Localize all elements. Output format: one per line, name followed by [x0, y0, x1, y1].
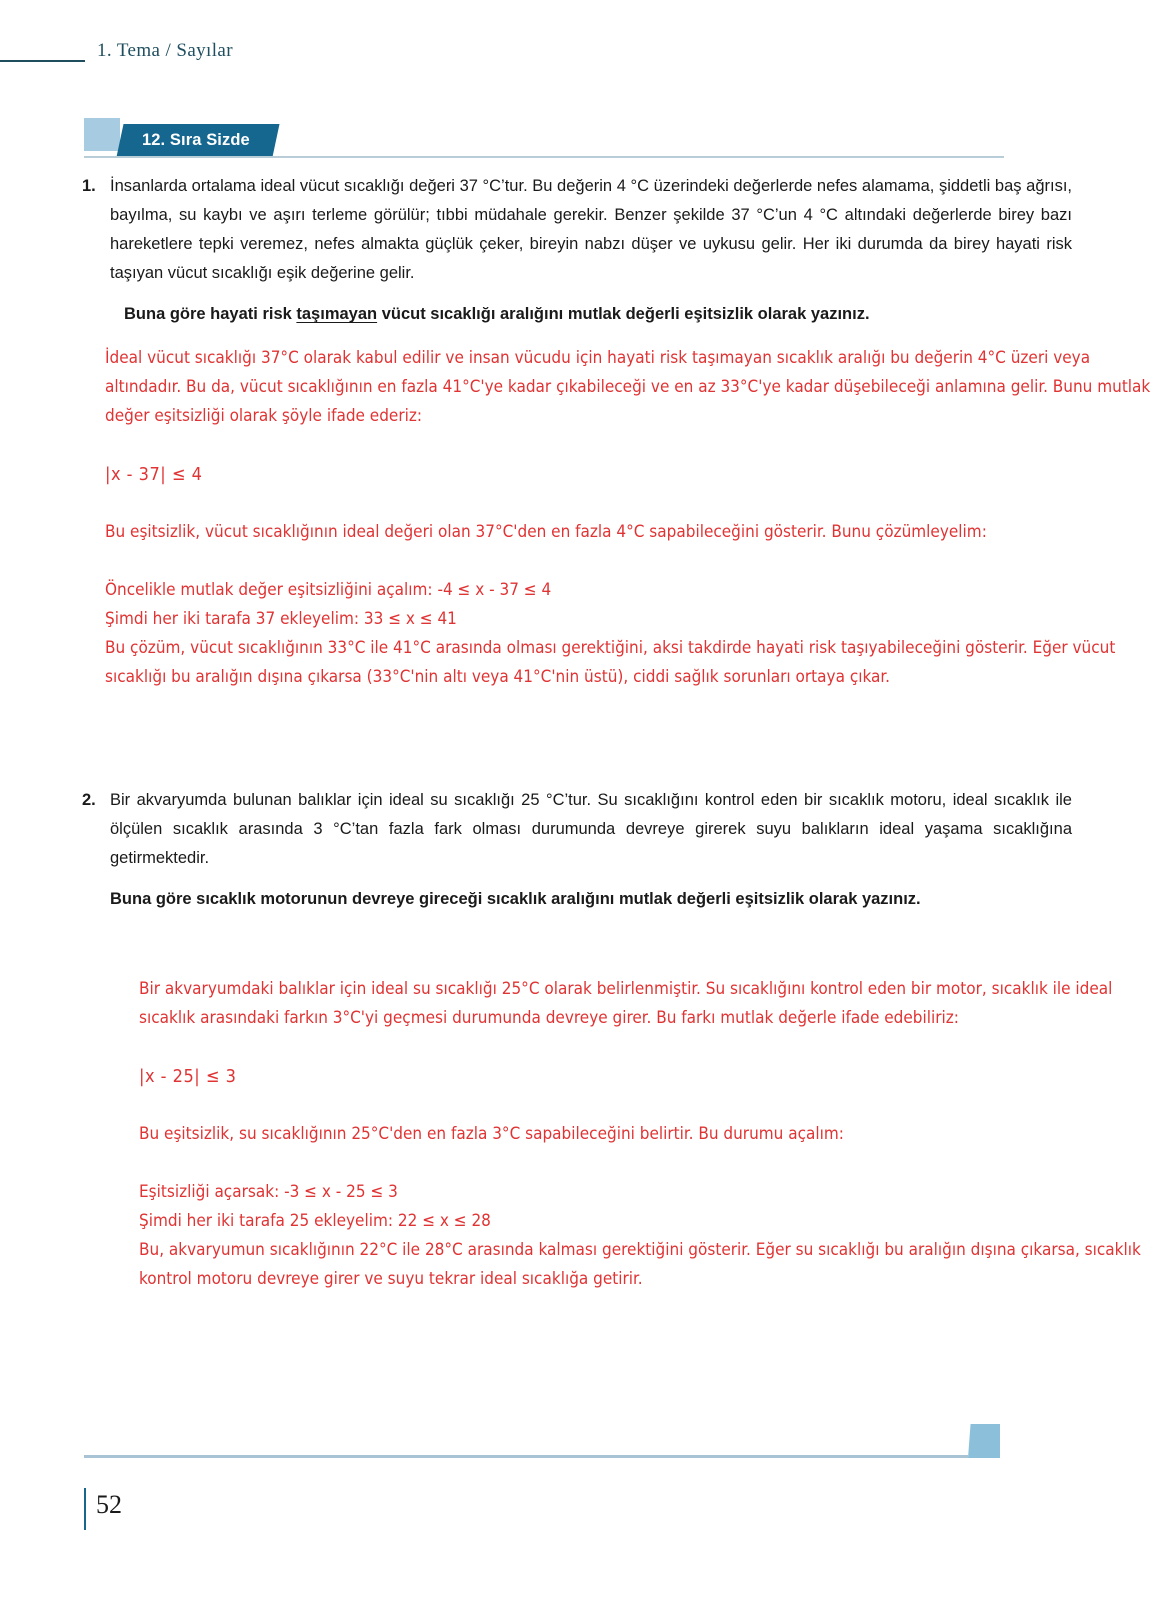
page-running-header [0, 40, 1151, 80]
answer-2-step-2: Şimdi her iki tarafa 25 ekleyelim: 22 ≤ x ≤ 28 [139, 1211, 491, 1231]
answer-1-formula: |x - 37| ≤ 4 [105, 464, 203, 485]
page-number: 52 [96, 1490, 122, 1519]
question-block-1 [82, 172, 1072, 329]
answer-1-step-1: Öncelikle mutlak değer eşitsizliğini açalım: -4 ≤ x - 37 ≤ 4 [105, 580, 552, 600]
answer-1-spacer-2 [105, 489, 1151, 518]
question-1-prompt-after: vücut sıcaklığı aralığını mutlak değerli eşitsizlik olarak yazınız. [377, 305, 870, 323]
question-2-paragraph: Bir akvaryumda bulunan balıklar için ideal su sıcaklığı 25 °C’tur. Su sıcaklığını kontrol eden bir sıcaklık motoru, ideal sıcaklık ile ölçülen sıcaklık arasında 3 °C’tan fazla fark olması durumunda devreye girerek suyu balıkların ideal yaşama sıcaklığına getirmektedir. [110, 791, 1072, 867]
question-1-number: 1. [82, 177, 96, 195]
answer-2-explain: Bu eşitsizlik, su sıcaklığının 25°C'den en fazla 3°C sapabileceğini belirtir. Bu durumu açalım: [139, 1124, 844, 1144]
question-1-prompt [110, 300, 1072, 329]
question-2-number: 2. [82, 791, 96, 809]
running-title: 1. Tema / Sayılar [97, 40, 233, 61]
question-1-paragraph: İnsanlarda ortalama ideal vücut sıcaklığı değeri 37 °C’tur. Bu değerin 4 °C üzerindeki değerlerde nefes alamama, şiddetli baş ağrısı, bayılma, su kaybı ve aşırı terleme görülür; tıbbi müdahale gerekir. Benzer şekilde 37 °C’un 4 °C altındaki değerlerde birey bazı hareketlere tepki veremez, nefes almakta güçlük çeker, bireyin nabzı düşer ve uykusu gelir. Her iki durumda da birey hayati risk taşıyan vücut sıcaklığı eşik değerine gelir. [110, 177, 1072, 282]
answer-2-step-1: Eşitsizliği açarsak: -3 ≤ x - 25 ≤ 3 [139, 1182, 398, 1202]
answer-block-2 [139, 975, 1151, 1294]
answer-1-spacer-3 [105, 547, 1151, 576]
answer-2-intro: Bir akvaryumdaki balıklar için ideal su sıcaklığı 25°C olarak belirlenmiştir. Su sıcaklığını kontrol eden bir motor, sıcaklık ile ideal sıcaklık arasındaki farkın 3°C'yi geçmesi durumunda devreye girer. Bu farkı mutlak değerle ifade edebiliriz: [139, 979, 1113, 1028]
badge-label: 12. Sıra Sizde [142, 131, 250, 149]
answer-block-1 [105, 344, 1151, 692]
question-1-prompt-underlined: taşımayan [296, 305, 378, 323]
answer-2-spacer-1 [139, 1033, 1151, 1062]
answer-1-step-2: Şimdi her iki tarafa 37 ekleyelim: 33 ≤ x ≤ 41 [105, 609, 457, 629]
badge-tag [116, 124, 279, 157]
footer-rule [84, 1455, 968, 1458]
page-number-bar [84, 1488, 86, 1530]
answer-2-conclusion: Bu, akvaryumun sıcaklığının 22°C ile 28°C arasında kalması gerektiğini gösterir. Eğer su sıcaklığı bu aralığın dışına çıkarsa, sıcaklık kontrol motoru devreye girer ve suyu tekrar ideal sıcaklığa getirir. [139, 1240, 1141, 1289]
answer-1-intro: İdeal vücut sıcaklığı 37°C olarak kabul edilir ve insan vücudu için hayati risk taşımayan sıcaklık aralığı bu değerin 4°C üzeri veya altındadır. Bu da, vücut sıcaklığının en fazla 41°C'ye kadar çıkabileceği ve en az 33°C'ye kadar düşebileceği anlamına gelir. Bunu mutlak değer eşitsizliği olarak şöyle ifade ederiz: [105, 348, 1151, 426]
question-1-prompt-before: Buna göre hayati risk [124, 305, 297, 323]
answer-2-spacer-3 [139, 1149, 1151, 1178]
section-badge [84, 118, 1014, 164]
answer-1-spacer-1 [105, 431, 1151, 460]
badge-underline-rule [84, 156, 1004, 158]
question-2-body [110, 786, 1072, 914]
question-2-prompt: Buna göre sıcaklık motorunun devreye gireceği sıcaklık aralığını mutlak değerli eşitsizlik olarak yazınız. [110, 890, 921, 908]
answer-1-conclusion: Bu çözüm, vücut sıcaklığının 33°C ile 41°C arasında olması gerektiğini, aksi takdirde hayati risk taşıyabileceğini gösterir. Eğer vücut sıcaklığı bu aralığın dışına çıkarsa (33°C'nin altı veya 41°C'nin üstü), ciddi sağlık sorunları ortaya çıkar. [105, 638, 1116, 687]
header-rule [0, 60, 85, 62]
answer-2-spacer-2 [139, 1091, 1151, 1120]
badge-accent-square [84, 118, 120, 151]
footer-accent-tab [968, 1424, 1000, 1458]
answer-1-explain: Bu eşitsizlik, vücut sıcaklığının ideal değeri olan 37°C'den en fazla 4°C sapabileceğini gösterir. Bunu çözümleyelim: [105, 522, 987, 542]
answer-2-formula: |x - 25| ≤ 3 [139, 1066, 237, 1087]
question-1-body [110, 172, 1072, 329]
question-2-row [82, 786, 1072, 914]
question-block-2 [82, 786, 1072, 914]
question-1-row [82, 172, 1072, 329]
